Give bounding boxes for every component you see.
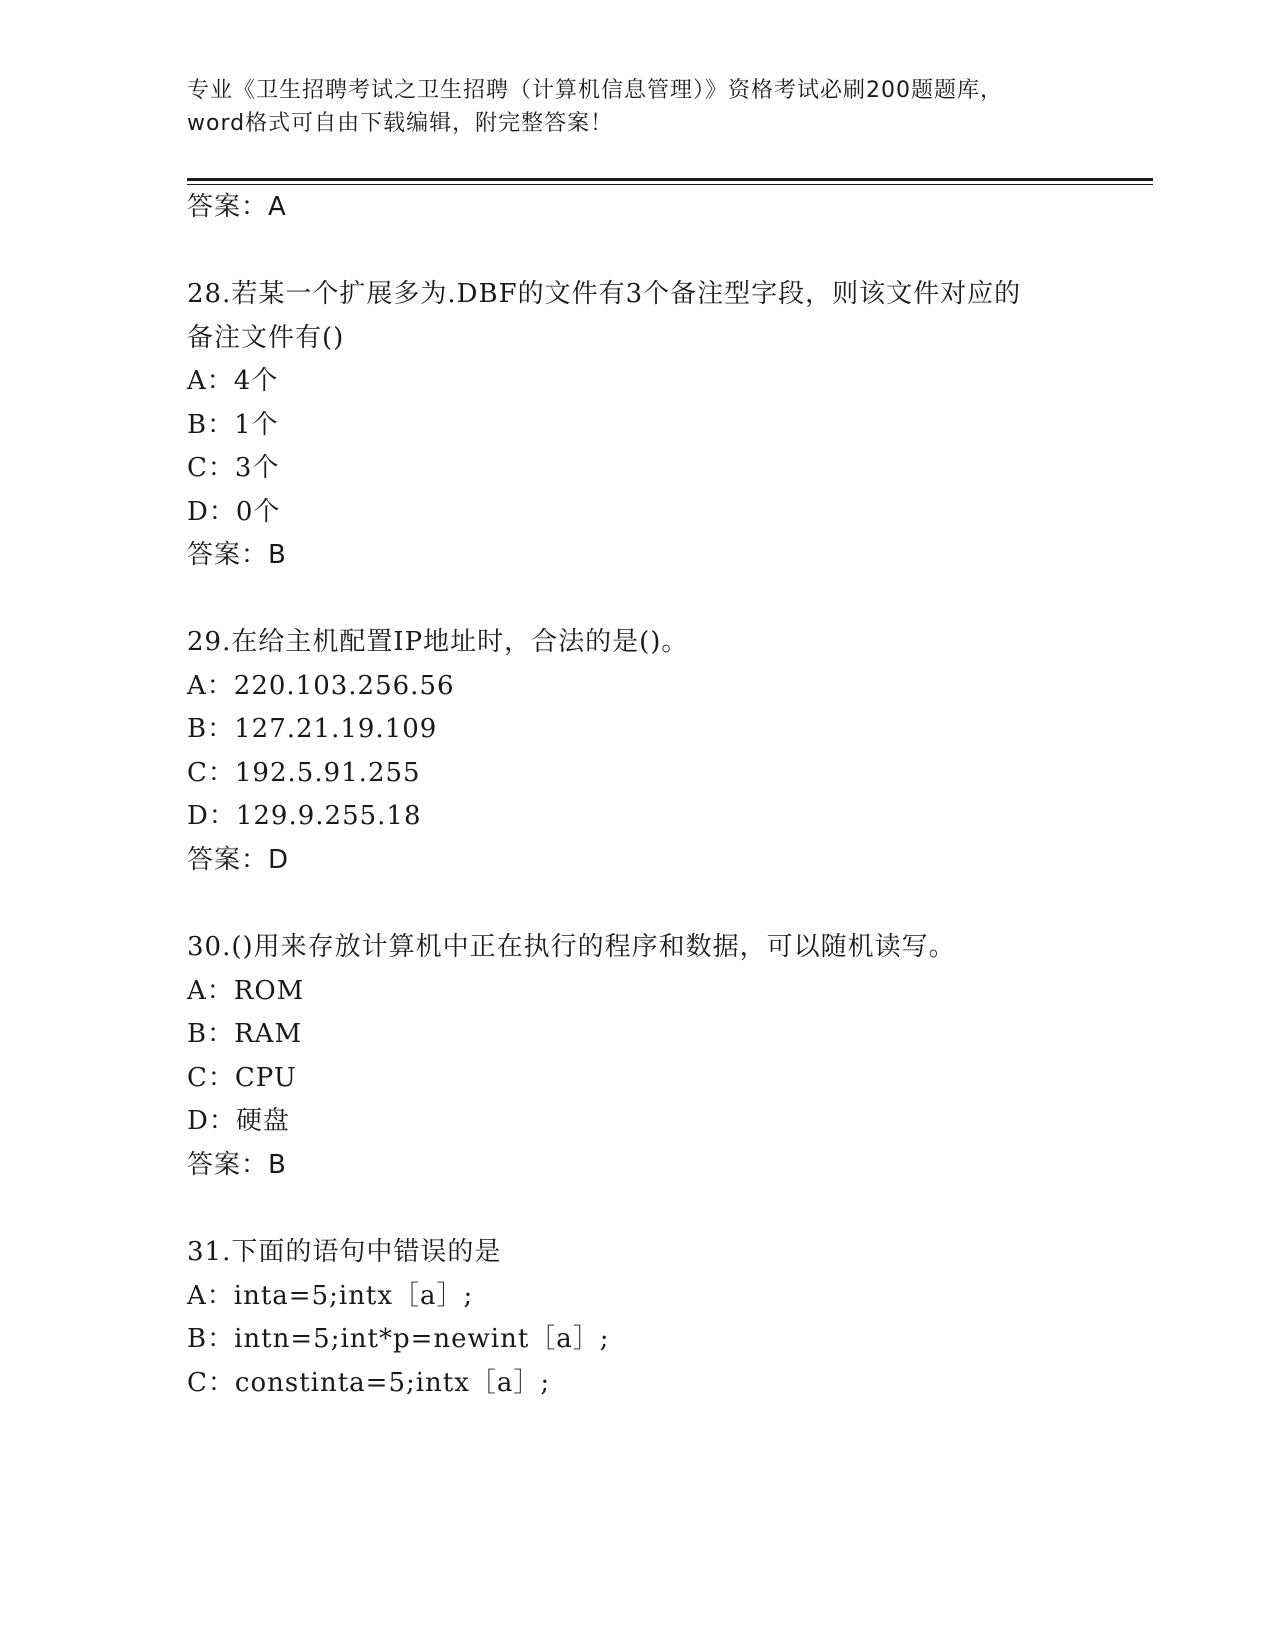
question-28-option-c: C：3个 [187, 453, 280, 483]
question-28-text-line-1: 28.若某一个扩展多为.DBF的文件有3个备注型字段，则该文件对应的 [187, 279, 1022, 309]
question-29-text: 29.在给主机配置IP地址时，合法的是()。 [187, 627, 689, 657]
question-30-text: 30.()用来存放计算机中正在执行的程序和数据，可以随机读写。 [187, 932, 956, 962]
question-28-option-a: A：4个 [187, 366, 279, 396]
header-divider-thin [187, 184, 1153, 185]
header-line-1: 专业《卫生招聘考试之卫生招聘（计算机信息管理）》资格考试必刷200题题库， [187, 78, 1003, 103]
question-29-option-d: D：129.9.255.18 [187, 801, 422, 831]
question-31-option-b: B：intn=5;int*p=newint［a］; [187, 1324, 610, 1354]
question-29-option-b: B：127.21.19.109 [187, 714, 438, 744]
question-28-text-line-2: 备注文件有() [187, 323, 345, 353]
question-30-option-d: D：硬盘 [187, 1106, 290, 1136]
question-30-option-c: C：CPU [187, 1063, 297, 1093]
question-29-answer: 答案：D [187, 845, 290, 875]
question-30-option-b: B：RAM [187, 1019, 303, 1049]
question-31-text: 31.下面的语句中错误的是 [187, 1237, 502, 1267]
previous-answer: 答案：A [187, 192, 287, 222]
question-31-option-c: C：constinta=5;intx［a］; [187, 1368, 551, 1398]
question-29-option-c: C：192.5.91.255 [187, 758, 421, 788]
document-header [187, 74, 1087, 140]
question-30-option-a: A：ROM [187, 976, 305, 1006]
header-line-2: word格式可自由下载编辑，附完整答案！ [187, 111, 614, 136]
question-28-option-d: D：0个 [187, 497, 281, 527]
question-29-option-a: A：220.103.256.56 [187, 671, 455, 701]
question-30-answer: 答案：B [187, 1150, 287, 1180]
question-28-answer: 答案：B [187, 540, 287, 570]
question-28-option-b: B：1个 [187, 410, 279, 440]
header-divider-thick [187, 178, 1153, 181]
question-31-option-a: A：inta=5;intx［a］; [187, 1281, 474, 1311]
